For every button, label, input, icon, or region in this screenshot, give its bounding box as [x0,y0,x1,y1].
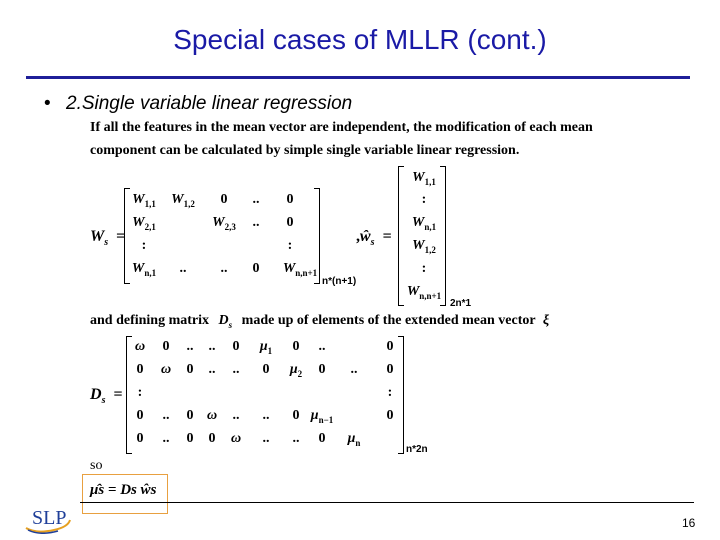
ds-cell: .. [318,339,326,354]
ds-cell: 0 [386,339,394,354]
mu-equation: μ̂s = Ds ŵs [90,482,157,498]
ds-cell: 0 [318,362,326,377]
ds-cell: 0 [186,408,194,423]
ds-cell: ω [206,408,218,423]
ds-cell: $\mu_2$ [289,362,303,379]
paragraph-line-2: component can be calculated by simple single variable linear regression. [90,143,520,158]
ds-cell: 0 [386,408,394,423]
ds-cell: .. [232,408,240,423]
paragraph-line-1: If all the features in the mean vector are independent, the modification of each mean [90,120,593,135]
ws-cell: $W_{1,1}$ [132,192,156,209]
defining-symbol: $D_s$ [218,313,233,330]
hat-ws-lhs: $,ŵ_s$ = [356,228,392,249]
defining-line [90,313,549,330]
ds-cell: 0 [386,362,394,377]
hat-ws-entry: $W_{n,n+1}$ [406,284,442,301]
logo-text: SLP [32,507,67,529]
ws-cell: 0 [220,192,228,207]
ws-cell: 0 [286,215,294,230]
ws-cell: .. [220,261,228,276]
defining-prefix: and defining matrix [90,313,210,328]
ds-cell: .. [232,362,240,377]
xi-symbol: ξ [542,313,550,328]
ds-cell: $\mu_n$ [347,431,361,448]
ds-lhs: $D_s$ = [90,386,123,407]
slp-logo [24,500,72,534]
hat-ws-entry: $W_{n,1}$ [411,215,437,232]
ds-cell: .. [292,431,300,446]
slide-title: Special cases of MLLR (cont.) [173,24,547,55]
hat-ws-entry: : [421,192,427,207]
ds-cell: 0 [136,431,144,446]
ws-cell: 0 [286,192,294,207]
hat-ws-dimension: 2n*1 [450,298,472,309]
ds-cell: 0 [186,362,194,377]
ws-cell: 0 [252,261,260,276]
so-label: so [90,458,103,473]
ds-cell: 0 [162,339,170,354]
ds-cell: $\mu_{n-1}$ [310,408,334,425]
ds-cell: .. [186,339,194,354]
ws-lhs: $W_s$ = [90,228,126,249]
ws-cell: .. [252,215,260,230]
ws-cell: $W_{1,2}$ [171,192,195,209]
ds-cell: 0 [262,362,270,377]
ws-cell: $W_{n,1}$ [131,261,157,278]
ds-cell: .. [350,362,358,377]
ds-cell: 0 [136,408,144,423]
ws-cell: $W_{2,3}$ [212,215,236,232]
ws-cell: : [141,238,147,253]
ds-cell: 0 [292,339,300,354]
hat-ws-entry: $W_{1,1}$ [412,170,436,187]
ds-dimension: n*2n [406,444,428,455]
ds-cell: 0 [186,431,194,446]
title-divider [26,76,690,79]
ds-cell: .. [162,408,170,423]
footer-divider [80,502,694,503]
hat-ws-entry: $W_{1,2}$ [412,238,436,255]
ds-cell: 0 [232,339,240,354]
ds-cell: .. [262,431,270,446]
page-number: 16 [682,516,696,530]
ds-cell: ω [230,431,242,446]
ws-cell: $W_{2,1}$ [132,215,156,232]
ds-cell: : [387,385,393,400]
ds-cell: 0 [208,431,216,446]
ds-cell: 0 [292,408,300,423]
bullet-item [44,93,352,115]
ws-cell: $W_{n,n+1}$ [282,261,318,278]
ws-cell: .. [179,261,187,276]
ws-cell: : [287,238,293,253]
ds-cell: .. [162,431,170,446]
ds-cell: .. [262,408,270,423]
ds-cell: .. [208,362,216,377]
ds-cell: : [137,385,143,400]
ds-cell: ω [134,339,146,354]
ds-cell: ω [160,362,172,377]
bullet-text: 2.Single variable linear regression [66,93,353,114]
ds-cell: .. [208,339,216,354]
bullet-marker: • [44,93,51,114]
ws-cell: .. [252,192,260,207]
ds-cell: $\mu_1$ [259,339,273,356]
hat-ws-entry: : [421,261,427,276]
ds-cell: 0 [318,431,326,446]
ds-cell: 0 [136,362,144,377]
defining-suffix: made up of elements of the extended mean vector [241,313,536,328]
ws-dimension: n*(n+1) [322,276,357,287]
